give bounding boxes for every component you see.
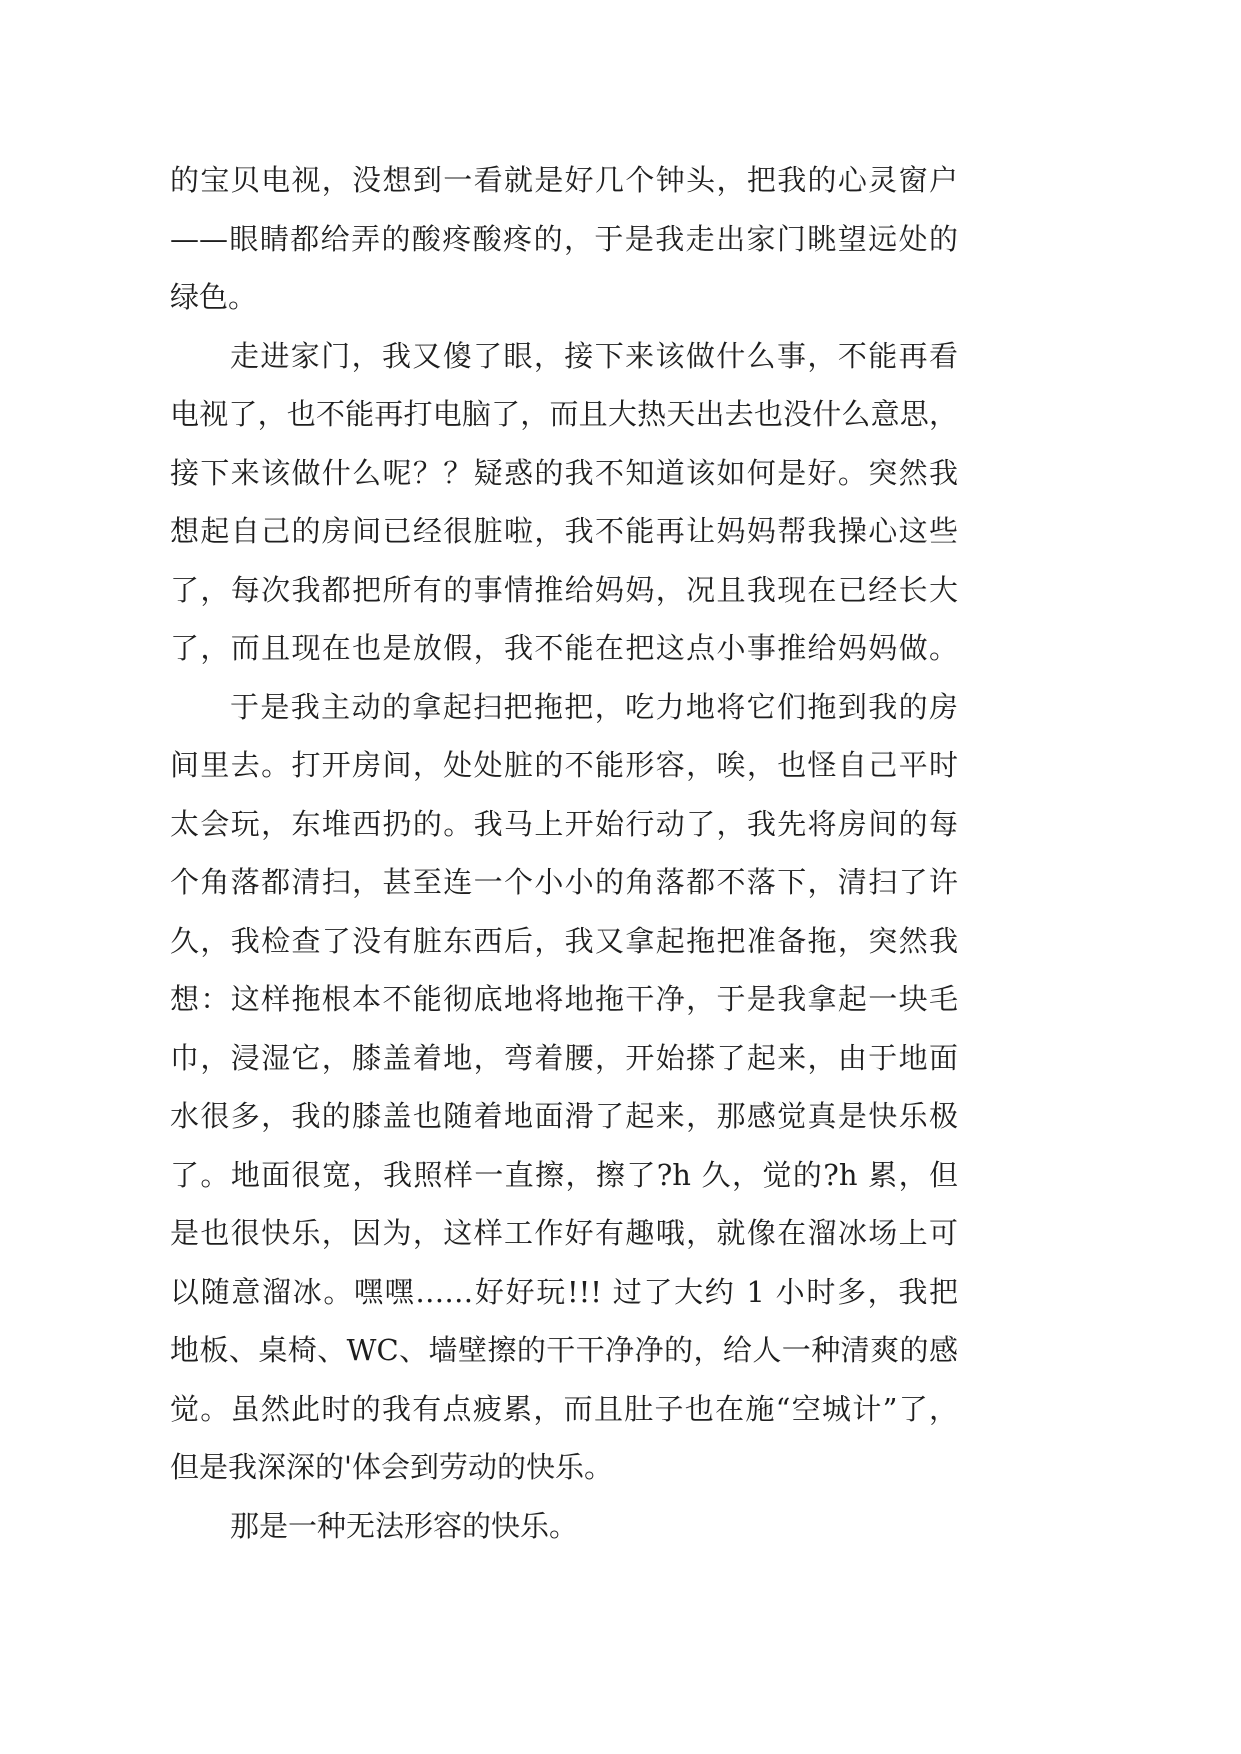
text-line: 接下来该做什么呢？？疑惑的我不知道该如何是好。突然我	[170, 455, 958, 490]
body-text	[170, 151, 958, 1555]
paragraph-4	[170, 1497, 958, 1556]
text-line: 太会玩，东堆西扔的。我马上开始行动了，我先将房间的每	[170, 806, 958, 841]
text-line: 想起自己的房间已经很脏啦，我不能再让妈妈帮我操心这些	[170, 514, 958, 548]
text-line: 电视了，也不能再打电脑了，而且大热天出去也没什么意思，	[170, 397, 958, 431]
text-line: 了，而且现在也是放假，我不能在把这点小事推给妈妈做。	[170, 631, 958, 665]
text-line: 绿色。	[170, 280, 258, 314]
text-line: 了。地面很宽，我照样一直擦，擦了?h 久，觉的?h 累，但	[170, 1157, 958, 1192]
text-line: 但是我深深的'体会到劳动的快乐。	[170, 1450, 613, 1484]
text-line: 那是一种无法形容的快乐。	[230, 1508, 579, 1543]
text-line: 的宝贝电视，没想到一看就是好几个钟头，把我的心灵窗户	[170, 163, 958, 197]
text-line: 走进家门，我又傻了眼，接下来该做什么事，不能再看	[230, 338, 958, 373]
text-line: 了，每次我都把所有的事情推给妈妈，况且我现在已经长大	[170, 572, 958, 607]
paragraph-1	[170, 151, 958, 327]
text-line: 是也很快乐，因为，这样工作好有趣哦，就像在溜冰场上可	[170, 1216, 958, 1250]
paragraph-3	[170, 678, 958, 1497]
text-line: 觉。虽然此时的我有点疲累，而且肚子也在施“空城计”了，	[170, 1391, 958, 1426]
text-line: 个角落都清扫，甚至连一个小小的角落都不落下，清扫了许	[170, 865, 958, 899]
text-line: 间里去。打开房间，处处脏的不能形容，唉，也怪自己平时	[170, 748, 958, 782]
paragraph-2	[170, 327, 958, 678]
text-line: 地板、桌椅、WC、墙壁擦的干干净净的，给人一种清爽的感	[170, 1333, 958, 1367]
text-line: 水很多，我的膝盖也随着地面滑了起来，那感觉真是快乐极	[170, 1099, 958, 1133]
text-line: ——眼睛都给弄的酸疼酸疼的，于是我走出家门眺望远处的	[170, 221, 958, 256]
text-line: 于是我主动的拿起扫把拖把，吃力地将它们拖到我的房	[230, 689, 958, 724]
text-line: 以随意溜冰。嘿嘿……好好玩!!! 过了大约 1 小时多，我把	[170, 1274, 958, 1309]
text-line: 巾，浸湿它，膝盖着地，弯着腰，开始搽了起来，由于地面	[170, 1040, 958, 1075]
text-line: 想：这样拖根本不能彻底地将地拖干净，于是我拿起一块毛	[170, 982, 958, 1016]
text-line: 久，我检查了没有脏东西后，我又拿起拖把准备拖，突然我	[170, 923, 958, 958]
